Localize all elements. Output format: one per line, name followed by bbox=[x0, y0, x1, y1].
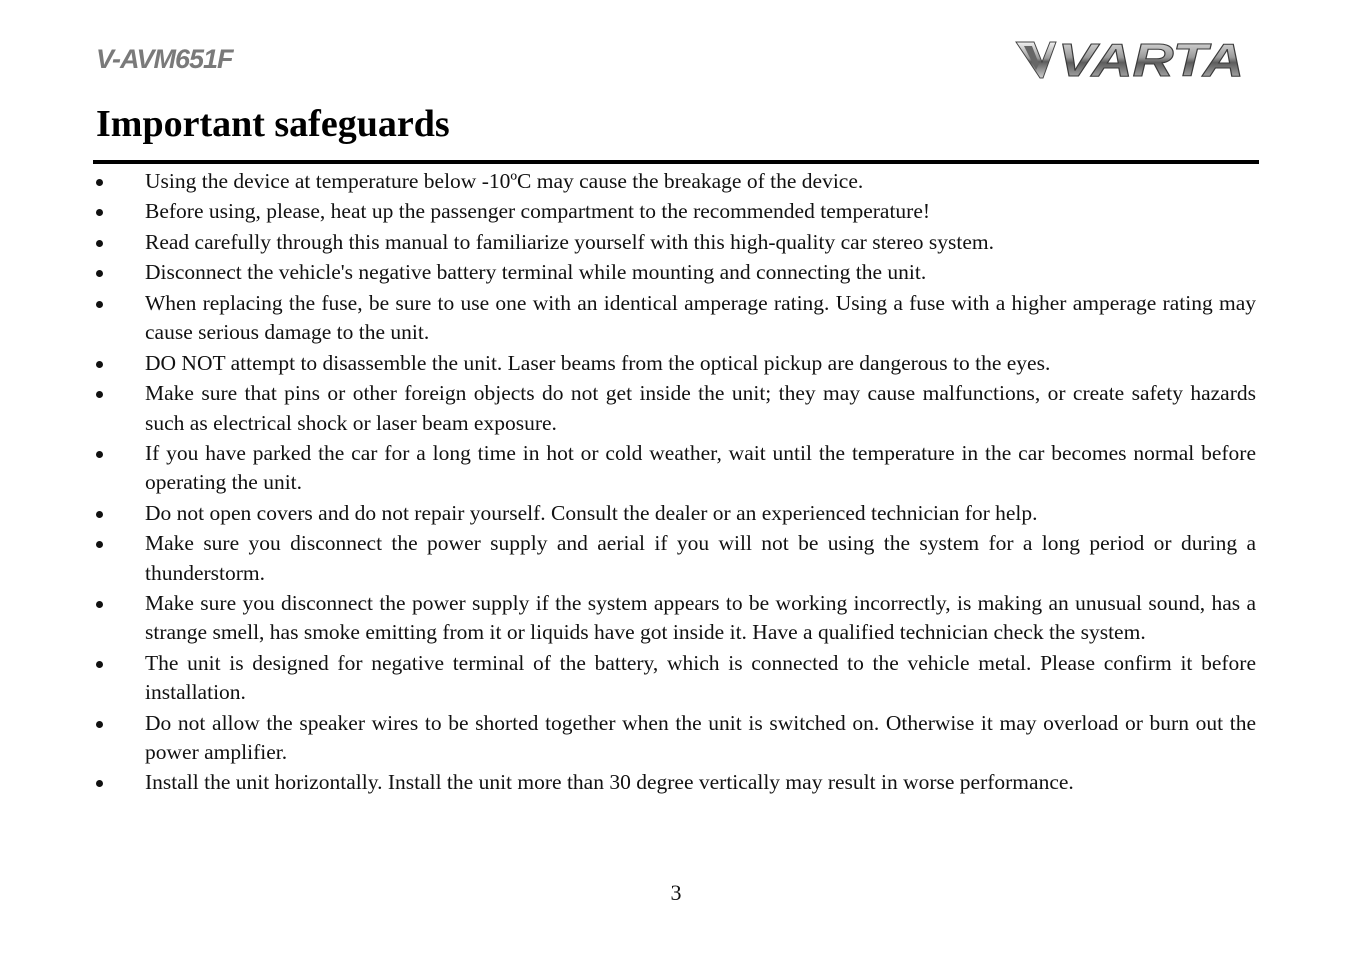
safeguard-item bbox=[96, 258, 1256, 287]
bullet-icon bbox=[96, 780, 103, 787]
safeguard-text: Before using, please, heat up the passenger compartment to the recommended temperature! bbox=[145, 199, 931, 224]
bullet-icon bbox=[96, 361, 103, 368]
bullet-icon bbox=[96, 391, 103, 398]
safeguard-text: Make sure you disconnect the power supply if the system appears to be working incorrectly, is making an unusual sound, has a strange smell, has smoke emitting from it or liquids have got inside it. Have a qualified technician check the system. bbox=[145, 591, 1256, 645]
safeguard-text: If you have parked the car for a long time in hot or cold weather, wait until the temperature in the car becomes normal before operating the unit. bbox=[145, 440, 1256, 495]
page-title: Important safeguards bbox=[96, 103, 450, 145]
safeguard-text: Make sure you disconnect the power supply and aerial if you will not be using the system for a long period or during a thunderstorm. bbox=[145, 531, 1256, 585]
safeguard-text: Make sure that pins or other foreign objects do not get inside the unit; they may cause malfunctions, or create safety hazards such as electrical shock or laser beam exposure. bbox=[145, 381, 1256, 435]
safeguard-item bbox=[96, 499, 1256, 528]
safeguard-item bbox=[96, 197, 1256, 226]
bullet-icon bbox=[96, 301, 103, 308]
bullet-icon bbox=[96, 179, 103, 186]
safeguard-item bbox=[96, 379, 1256, 438]
bullet-icon bbox=[96, 661, 103, 668]
safeguard-item bbox=[96, 529, 1256, 588]
safeguard-text: Read carefully through this manual to familiarize yourself with this high-quality car stereo system. bbox=[145, 229, 995, 254]
bullet-icon bbox=[96, 240, 103, 247]
safeguard-item bbox=[96, 167, 1256, 196]
page-number: 3 bbox=[670, 880, 682, 905]
safeguard-list bbox=[96, 167, 1256, 799]
title-divider bbox=[93, 160, 1259, 164]
bullet-icon bbox=[96, 451, 103, 458]
safeguard-text: Disconnect the vehicle's negative battery terminal while mounting and connecting the unit. bbox=[145, 260, 927, 285]
logo-wordmark: VARTA bbox=[1058, 36, 1244, 86]
bullet-icon bbox=[96, 721, 103, 728]
safeguard-text: Do not allow the speaker wires to be shorted together when the unit is switched on. Otherwise it may overload or burn out the power amplifier. bbox=[145, 710, 1256, 764]
varta-emblem-icon bbox=[1016, 42, 1056, 78]
safeguard-text: Using the device at temperature below -10ºC may cause the breakage of the device. bbox=[145, 169, 864, 193]
safeguard-text: Do not open covers and do not repair yourself. Consult the dealer or an experienced technician for help. bbox=[145, 500, 1038, 525]
safeguard-item bbox=[96, 289, 1256, 348]
safeguard-text: When replacing the fuse, be sure to use one with an identical amperage rating. Using a fuse with a higher amperage rating may cause serious damage to the unit. bbox=[145, 290, 1256, 345]
safeguard-item bbox=[96, 709, 1256, 768]
bullet-icon bbox=[96, 601, 103, 608]
bullet-icon bbox=[96, 511, 103, 518]
safeguard-text: Install the unit horizontally. Install the unit more than 30 degree vertically may result in worse performance. bbox=[145, 770, 1074, 795]
safeguard-item bbox=[96, 589, 1256, 648]
safeguard-item bbox=[96, 228, 1256, 257]
safeguard-item bbox=[96, 439, 1256, 498]
bullet-icon bbox=[96, 209, 103, 216]
varta-logo bbox=[1012, 36, 1248, 88]
safeguard-item bbox=[96, 768, 1256, 797]
safeguard-item bbox=[96, 349, 1256, 378]
bullet-icon bbox=[96, 541, 103, 548]
model-name: V-AVM651F bbox=[96, 44, 233, 74]
bullet-icon bbox=[96, 270, 103, 277]
safeguard-item bbox=[96, 649, 1256, 708]
safeguard-text: DO NOT attempt to disassemble the unit. Laser beams from the optical pickup are dangerous to the eyes. bbox=[145, 350, 1051, 375]
safeguard-text: The unit is designed for negative terminal of the battery, which is connected to the vehicle metal. Please confirm it before installation. bbox=[145, 650, 1256, 705]
